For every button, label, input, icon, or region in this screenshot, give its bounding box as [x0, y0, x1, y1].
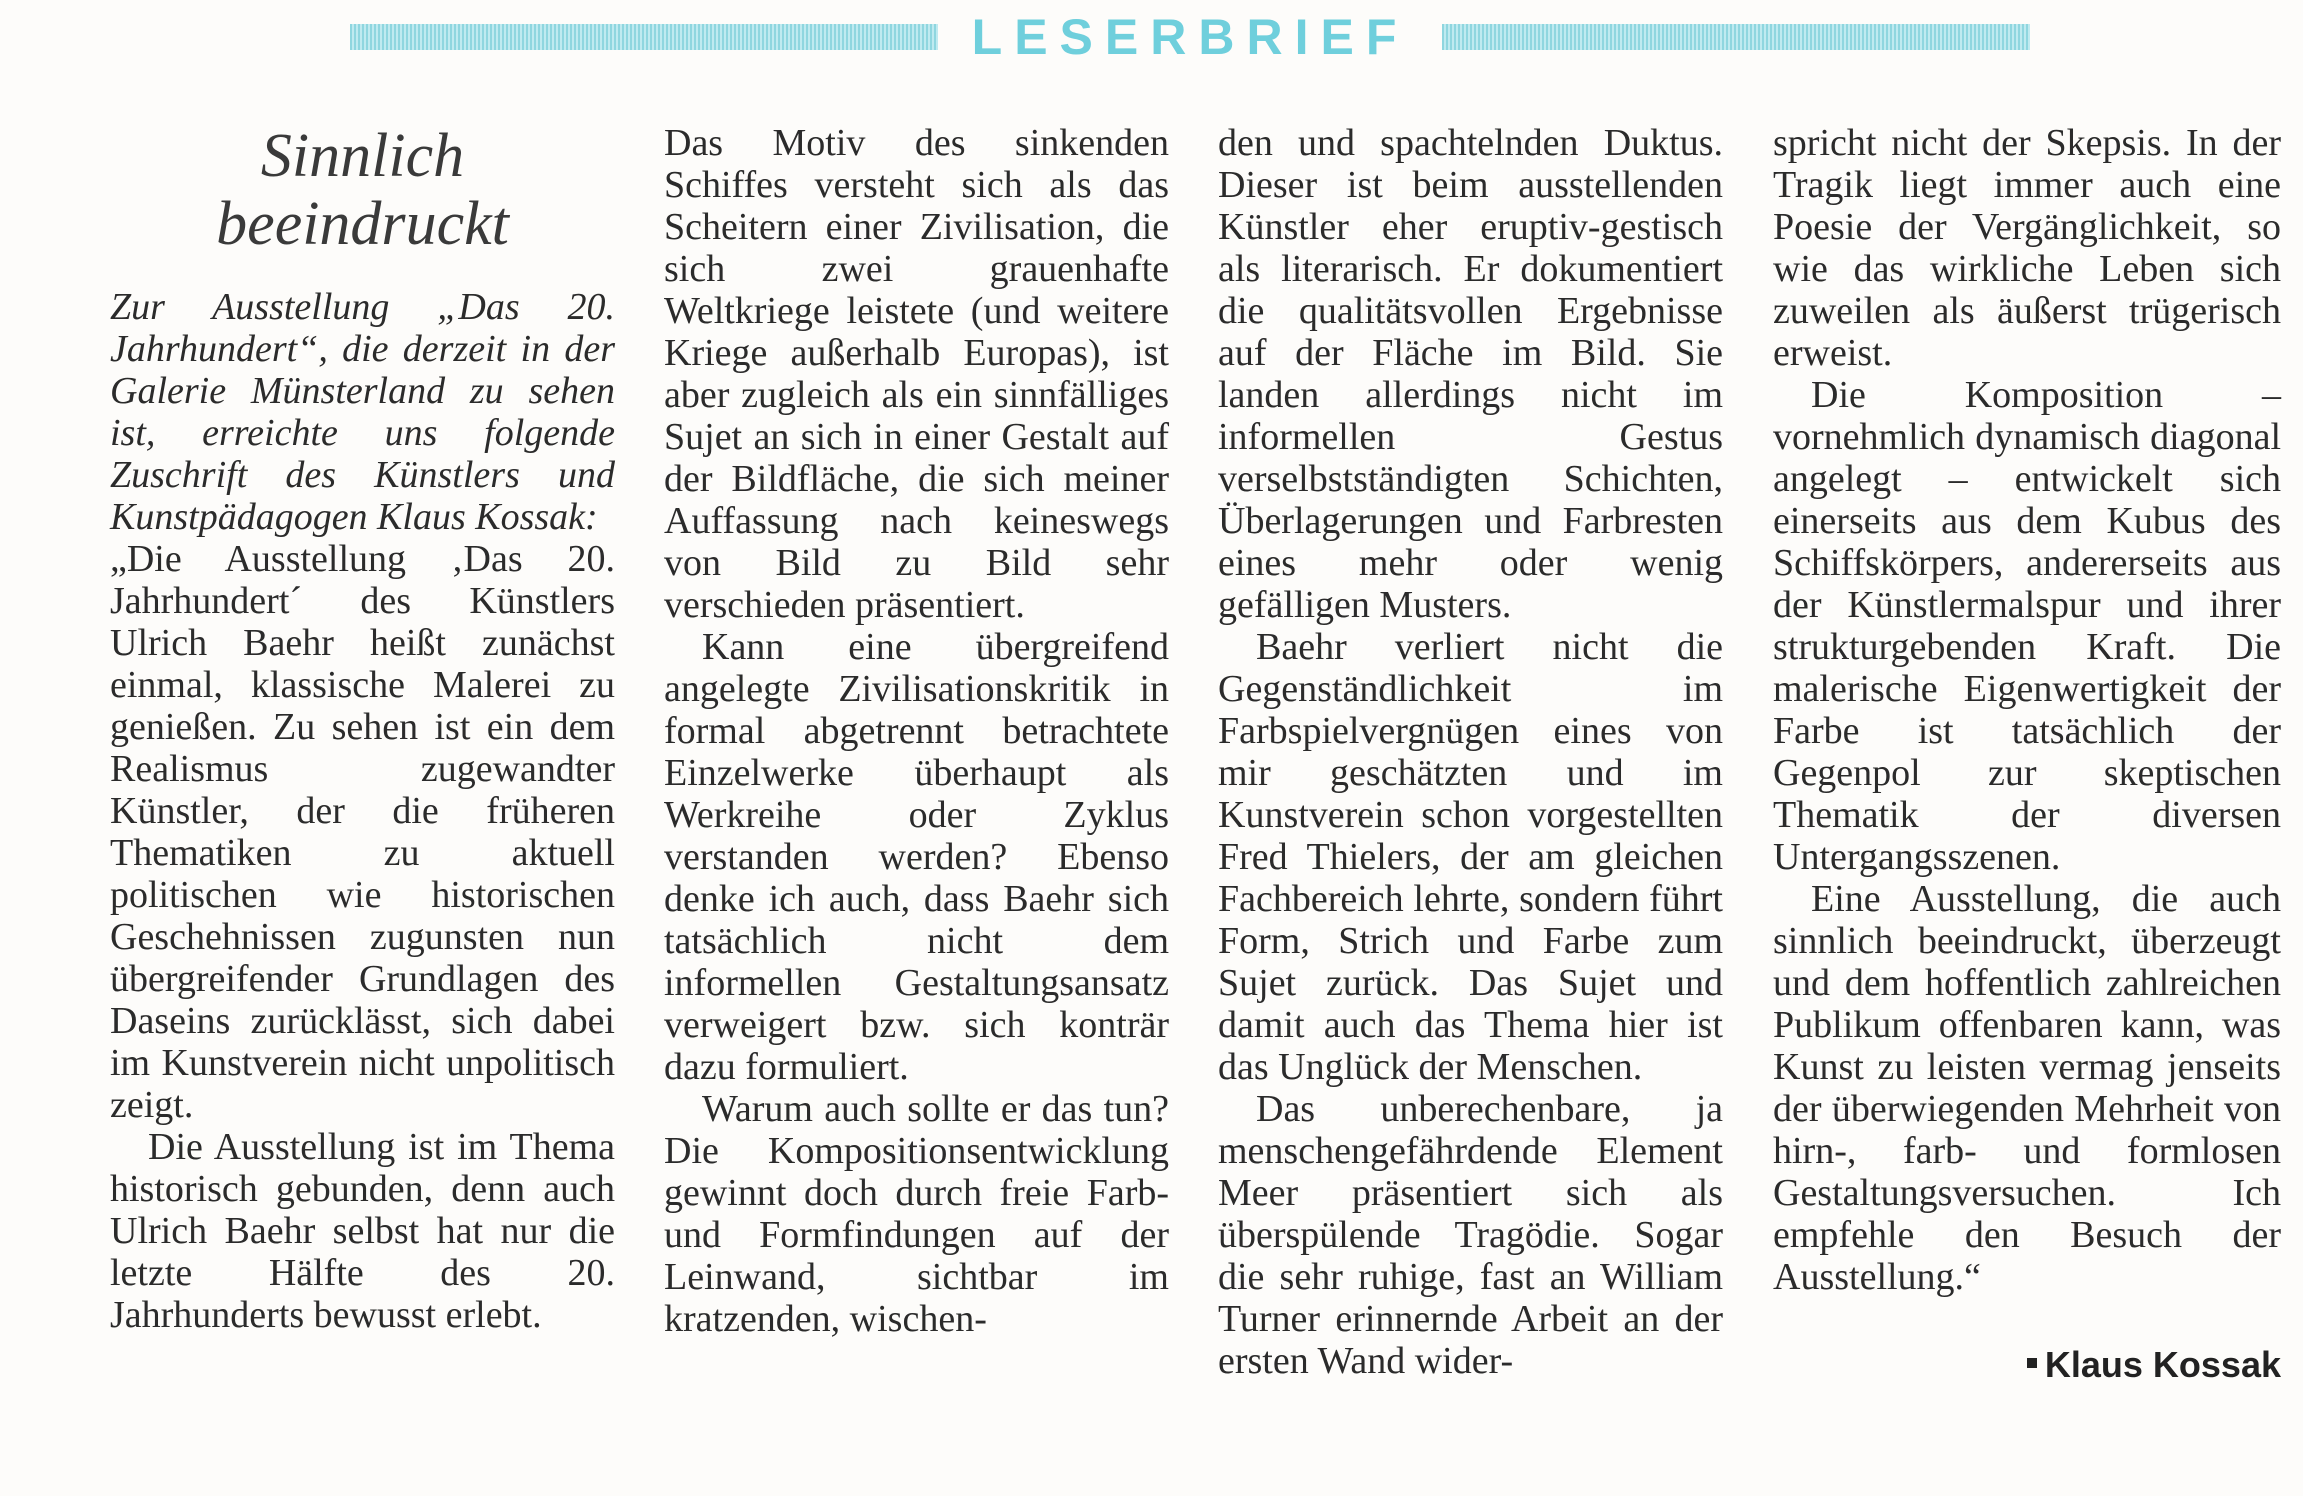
paragraph: Die Ausstellung ist im Thema historisch gebunden, denn auch Ulrich Baehr selbst hat nur die letzte Hälfte des 20. Jahrhunderts bewusst erlebt.	[110, 1126, 615, 1336]
intro-paragraph: Zur Ausstellung „Das 20. Jahrhundert“, die derzeit in der Galerie Münsterland zu sehen ist, erreichte uns folgende Zuschrift des Künstlers und Kunstpädagogen Klaus Kossak:	[110, 286, 615, 538]
paragraph: Warum auch sollte er das tun? Die Kompositionsentwicklung gewinnt doch durch freie Farb- und Formfindungen auf der Leinwand, sichtbar im kratzenden, wischen-	[664, 1088, 1169, 1340]
rubric-label: LESERBRIEF	[971, 9, 1409, 65]
column-4	[1773, 122, 2281, 1298]
column-2	[664, 122, 1169, 1340]
paragraph: Die Komposition – vornehmlich dynamisch diagonal angelegt – entwickelt sich einerseits aus dem Kubus des Schiffskörpers, andererseits aus der Künstlermalspur und ihrer strukturgebenden Kraft. Die malerische Eigenwertigkeit der Farbe ist tatsächlich der Gegenpol zur skeptischen Thematik der diversen Untergangsszenen.	[1773, 374, 2281, 878]
headline: Sinnlich beeindruckt	[216, 122, 509, 258]
paragraph: Das Motiv des sinkenden Schiffes versteht sich als das Scheitern einer Zivilisation, die sich zwei grauenhafte Weltkriege leistete (und weitere Kriege außerhalb Europas), ist aber zugleich als ein sinnfälliges Sujet an sich in einer Gestalt auf der Bildfläche, die sich meiner Auffassung nach keineswegs von Bild zu Bild sehr verschieden präsentiert.	[664, 122, 1169, 626]
paragraph: Baehr verliert nicht die Gegenständlichkeit im Farbspielvergnügen eines von mir geschätzten und im Kunstverein schon vorgestellten Fred Thielers, der am gleichen Fachbereich lehrte, sondern führt Form, Strich und Farbe zum Sujet zurück. Das Sujet und damit auch das Thema hier ist das Unglück der Menschen.	[1218, 626, 1723, 1088]
column-1	[110, 122, 615, 1336]
rubric-rule-right	[1442, 24, 2030, 50]
paragraph: den und spachtelnden Duktus. Dieser ist beim ausstellenden Künstler eher eruptiv-gestisch als literarisch. Er dokumentiert die qualitätsvollen Ergebnisse auf der Fläche im Bild. Sie landen allerdings nicht im informellen Gestus verselbstständigten Schichten, Überlagerungen und Farbresten eines mehr oder wenig gefälligen Musters.	[1218, 122, 1723, 626]
paragraph: Kann eine übergreifend angelegte Zivilisationskritik in formal abgetrennt betrachtete Einzelwerke überhaupt als Werkreihe oder Zyklus verstanden werden? Ebenso denke ich auch, dass Baehr sich tatsächlich nicht dem informellen Gestaltungsansatz verweigert bzw. sich konträr dazu formuliert.	[664, 626, 1169, 1088]
paragraph: „Die Ausstellung ‚Das 20. Jahrhundert´ des Künstlers Ulrich Baehr heißt zunächst einmal, klassische Malerei zu genießen. Zu sehen ist ein dem Realismus zugewandter Künstler, der die früheren Thematiken zu aktuell politischen wie historischen Geschehnissen zugunsten nun übergreifender Grundlagen des Daseins zurücklässt, sich dabei im Kunstverein nicht unpolitisch zeigt.	[110, 538, 615, 1126]
bullet-square-icon	[2027, 1358, 2037, 1368]
author-byline	[1773, 1344, 2281, 1386]
paragraph: Eine Ausstellung, die auch sinnlich beeindruckt, überzeugt und dem hoffentlich zahlreichen Publikum offenbaren kann, was Kunst zu leisten vermag jenseits der überwiegenden Mehrheit von hirn-, farb- und formlosen Gestaltungsversuchen. Ich empfehle den Besuch der Ausstellung.“	[1773, 878, 2281, 1298]
rubric-rule-left	[350, 24, 938, 50]
column-3	[1218, 122, 1723, 1382]
rubric-header	[350, 8, 2030, 66]
paragraph: Das unberechenbare, ja menschengefährdende Element Meer präsentiert sich als überspülende Tragödie. Sogar die sehr ruhige, fast an William Turner erinnernde Arbeit an der ersten Wand wider-	[1218, 1088, 1723, 1382]
paragraph: spricht nicht der Skepsis. In der Tragik liegt immer auch eine Poesie der Vergänglichkeit, so wie das wirkliche Leben sich zuweilen als äußerst trügerisch erweist.	[1773, 122, 2281, 374]
author-name: Klaus Kossak	[2044, 1344, 2281, 1385]
